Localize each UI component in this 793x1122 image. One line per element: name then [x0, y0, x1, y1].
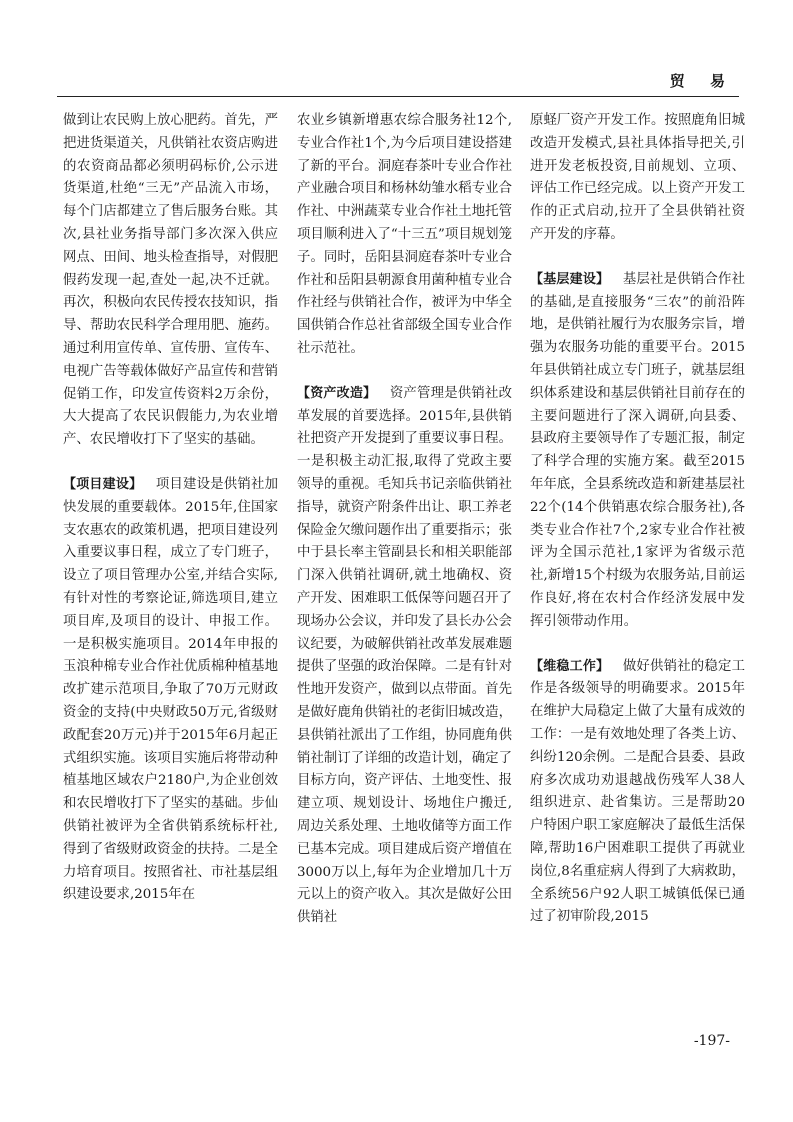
section-heading: 【资产改造】 [297, 385, 377, 401]
paragraph [530, 656, 745, 930]
paragraph [530, 110, 745, 247]
paragraph-text: 做到让农民购上放心肥药。首先，严把进货渠道关，凡供销社农资店购进的农资商品都必须明码标价,公示进货渠道,杜绝“三无”产品流入市场，每个门店都建立了售后服务台账。其次,县社业务指导部门多次深入供应网点、田间、地头检查指导，对假肥假药发现一起,查处一起,决不迁就。再次，积极向农民传授农技知识，指导、帮助农民科学合理用肥、施药。通过利用宣传单、宣传册、宣传车、电视广告等载体做好产品宣传和营销促销工作，印发宣传资料2万余份，大大提高了农民识假能力,为农业增产、农民增收打下了坚实的基础。 [63, 113, 278, 448]
paragraph [297, 383, 512, 930]
section-heading: 【基层建设】 [530, 271, 610, 287]
paragraph [297, 110, 512, 361]
paragraph-text: 原蛏厂资产开发工作。按照鹿角旧城改造开发模式,县社具体指导把关,引进开发老板投资,目前规划、立项、评估工作已经完成。以上资产开发工作的正式启动,拉开了全县供销社资产开发的序幕。 [530, 113, 745, 242]
section-title: 贸 易 [669, 72, 735, 90]
paragraph-text: 项目建设是供销社加快发展的重要载体。2015年,住国家支农惠农的政策机遇，把项目建设列入重要议事日程，成立了专门班子，设立了项目管理办公室,并结合实际,有针对性的考察论证,筛选项目,建立项目库,及项目的设计、申报工作。一是积极实施项目。2014年申报的玉浪种棉专业合作社优质棉种植基地改扩建示范项目,争取了70万元财政资金的支持(中央财政50万元,省级财政配套20万元)并于2015年6月起正式组织实施。该项目实施后将带动种植基地区域农户2180户,为企业创效和农民增收打下了坚实的基础。步仙供销社被评为全省供销系统标杆社,得到了省级财政资金的扶持。二是全力培育项目。按照省社、市社基层组织建设要求,2015年在 [63, 476, 278, 903]
paragraph-text: 农业乡镇新增惠农综合服务社12个,专业合作社1个,为今后项目建设搭建了新的平台。洞庭春茶叶专业合作社产业融合项目和杨林幼雏水稻专业合作社、中洲蔬菜专业合作社土地托管项目顺利进入了“十三五”项目规划笼子。同时，岳阳县洞庭春茶叶专业合作社和岳阳县朝源食用菌种植专业合作社经与供销社合作，被评为中华全国供销合作总社省部级全国专业合作社示范社。 [297, 113, 512, 356]
section-heading: 【项目建设】 [63, 476, 143, 492]
text-column-3 [530, 110, 745, 951]
text-column-2 [297, 110, 512, 952]
paragraph [530, 269, 745, 634]
paragraph-text: 资产管理是供销社改革发展的首要选择。2015年,县供销社把资产开发提到了重要议事日程。一是积极主动汇报,取得了党政主要领导的重视。毛知兵书记亲临供销社指导，就资产附条件出让、职工养老保险金欠缴问题作出了重要指示；张中于县长率主管副县长和相关职能部门深入供销社调研,就土地确权、资产开发、困难职工低保等问题召开了现场办公会议，并印发了县长办公会议纪要，为破解供销社改革发展难题提供了坚强的政治保障。二是有针对性地开发资产，做到以点带面。首先是做好鹿角供销社的老街旧城改造，县供销社派出了工作组，协同鹿角供销社制订了详细的改造计划，确定了目标方向，资产评估、土地变性、报建立项、规划设计、场地住户搬迁,周边关系处理、土地收储等方面工作已基本完成。项目建成后资产增值在3000万以上,每年为企业增加几十万元以上的资产收入。其次是做好公田供销社 [297, 385, 512, 926]
section-heading: 【维稳工作】 [530, 658, 610, 674]
paragraph [63, 474, 278, 907]
paragraph-text: 基层社是供销合作社的基础,是直接服务“三农”的前沿阵地，是供销社履行为农服务宗旨，增强为农服务功能的重要平台。2015年县供销社成立专门班子，就基层组织体系建设和基层供销社目前存在的主要问题进行了深入调研,向县委、县政府主要领导作了专题汇报，制定了科学合理的实施方案。截至2015年年底，全县系统改造和新建基层社22个(14个供销惠农综合服务社),各类专业合作社7个,2家专业合作社被评为全国示范社,1家评为省级示范社,新增15个村级为农服务站,目前运作良好,将在农村合作经济发展中发挥引领带动作用。 [530, 271, 745, 629]
header-rule [57, 96, 739, 97]
paragraph [63, 110, 278, 452]
paragraph-text: 做好供销社的稳定工作是各级领导的明确要求。2015年在维护大局稳定上做了大量有成效的工作：一是有效地处理了各类上访、纠纷120余例。二是配合县委、县政府多次成功劝退越战伤残军人38人组织进京、赴省集访。三是帮助20户特困户职工家庭解决了最低生活保障,帮助16户困难职工提供了再就业岗位,8名重症病人得到了大病救助，全系统56户92人职工城镇低保已通过了初审阶段,2015 [530, 658, 745, 925]
page-number: -197- [693, 1033, 730, 1049]
text-column-1 [63, 110, 278, 929]
